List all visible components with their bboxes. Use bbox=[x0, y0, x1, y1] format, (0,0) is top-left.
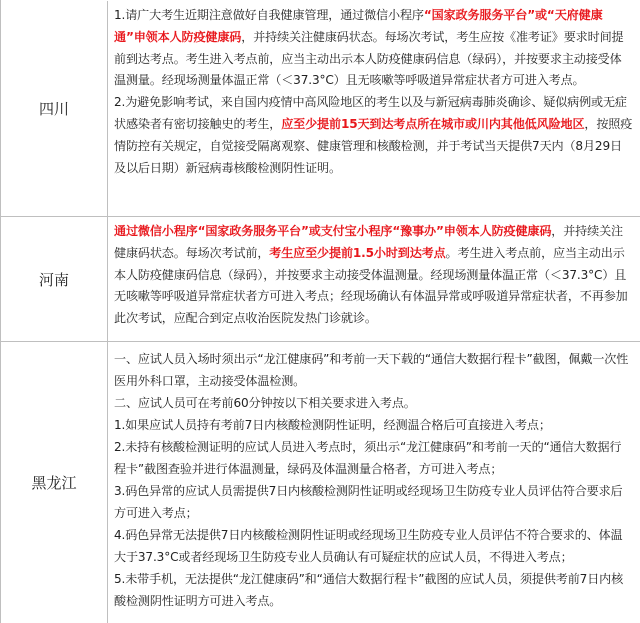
requirement-paragraph bbox=[114, 568, 633, 612]
text-run: 5.未带手机，无法提供“龙江健康码”和“通信大数据行程卡”截图的应试人员，须提供考前7日内核酸检测阴性证明方可进入考点。 bbox=[114, 572, 624, 608]
highlighted-text: 应至少提前15天到达考点所在城市或川内其他低风险地区 bbox=[281, 116, 585, 131]
requirements-cell bbox=[108, 1, 640, 216]
text-run: 2.未持有核酸检测证明的应试人员进入考点时，须出示“龙江健康码”和考前一天的“通信大数据行程卡”截图查验并进行体温测量，绿码及体温测量合格者，方可进入考点； bbox=[114, 440, 622, 476]
highlighted-text: “国家政务服务平台”或“天府健康通”申领本人防疫健康码 bbox=[114, 8, 603, 44]
text-run: ，并持续关注健康码状态。每场次考试前， bbox=[114, 224, 623, 260]
highlighted-text: 通过微信小程序“国家政务服务平台”或支付宝小程序“豫事办”申领本人防疫健康码 bbox=[114, 224, 552, 238]
requirements-cell bbox=[108, 342, 640, 623]
text-run: 二、应试人员可在考前60分钟按以下相关要求进入考点。 bbox=[114, 396, 416, 410]
requirement-paragraph bbox=[114, 436, 633, 480]
highlighted-text: 考生应至少提前1.5小时到达考点 bbox=[269, 245, 446, 260]
text-run: 。考生进入考点前，应当主动出示本人防疫健康码信息（绿码），并按要求主动接受体温测量。经现场测量体温正常（＜37.3°C）且无咳嗽等呼吸道异常症状者方可进入考点；经现场确认有体温异常或呼吸道异常症状者，不再参加此次考试，应配合到定点收治医院发热门诊就诊。 bbox=[114, 245, 628, 326]
text-run: 2.为避免影响考试，来自国内疫情中高风险地区的考生以及与新冠病毒肺炎确诊、疑似病例或无症状感染者有密切接触史的考生， bbox=[114, 95, 627, 131]
text-run: 4.码色异常无法提供7日内核酸检测阴性证明或经现场卫生防疫专业人员评估不符合要求的、体温大于37.3°C或者经现场卫生防疫专业人员确认有可疑症状的应试人员，不得进入考点； bbox=[114, 528, 623, 564]
text-run: 3.码色异常的应试人员需提供7日内核酸检测阴性证明或经现场卫生防疫专业人员评估符合要求后方可进入考点； bbox=[114, 484, 623, 520]
requirement-paragraph bbox=[114, 221, 633, 330]
province-cell: 河南 bbox=[1, 217, 108, 341]
requirement-paragraph bbox=[114, 392, 633, 414]
province-cell: 四川 bbox=[1, 1, 108, 216]
text-run: 一、应试人员入场时须出示“龙江健康码”和考前一天下载的“通信大数据行程卡”截图，佩戴一次性医用外科口罩，主动接受体温检测。 bbox=[114, 352, 629, 388]
text-run: 1.如果应试人员持有考前7日内核酸检测阴性证明，经测温合格后可直接进入考点； bbox=[114, 418, 551, 432]
text-run: 1.请广大考生近期注意做好自我健康管理，通过微信小程序 bbox=[114, 8, 424, 22]
requirement-paragraph bbox=[114, 92, 633, 179]
text-run: ，并持续关注健康码状态。每场次考试，考生应按《准考证》要求时间提前到达考点。考生进入考点前，应当主动出示本人防疫健康码信息（绿码），并按要求主动接受体温测量。经现场测量体温正常（＜37.3°C）且无咳嗽等呼吸道异常症状者方可进入考点。 bbox=[114, 29, 624, 88]
table-row bbox=[1, 0, 640, 217]
table-row bbox=[1, 217, 640, 342]
province-cell: 黑龙江 bbox=[1, 342, 108, 623]
requirement-paragraph bbox=[114, 480, 633, 524]
requirement-paragraph bbox=[114, 5, 633, 92]
text-run: ，按照疫情防控有关规定，自觉接受隔离观察、健康管理和核酸检测，并于考试当天提供7天内（8月29日及以后日期）新冠病毒核酸检测阴性证明。 bbox=[114, 116, 633, 175]
requirements-cell bbox=[108, 217, 640, 341]
requirement-paragraph bbox=[114, 524, 633, 568]
table-row bbox=[1, 342, 640, 623]
requirement-paragraph bbox=[114, 414, 633, 436]
requirement-paragraph bbox=[114, 348, 633, 392]
